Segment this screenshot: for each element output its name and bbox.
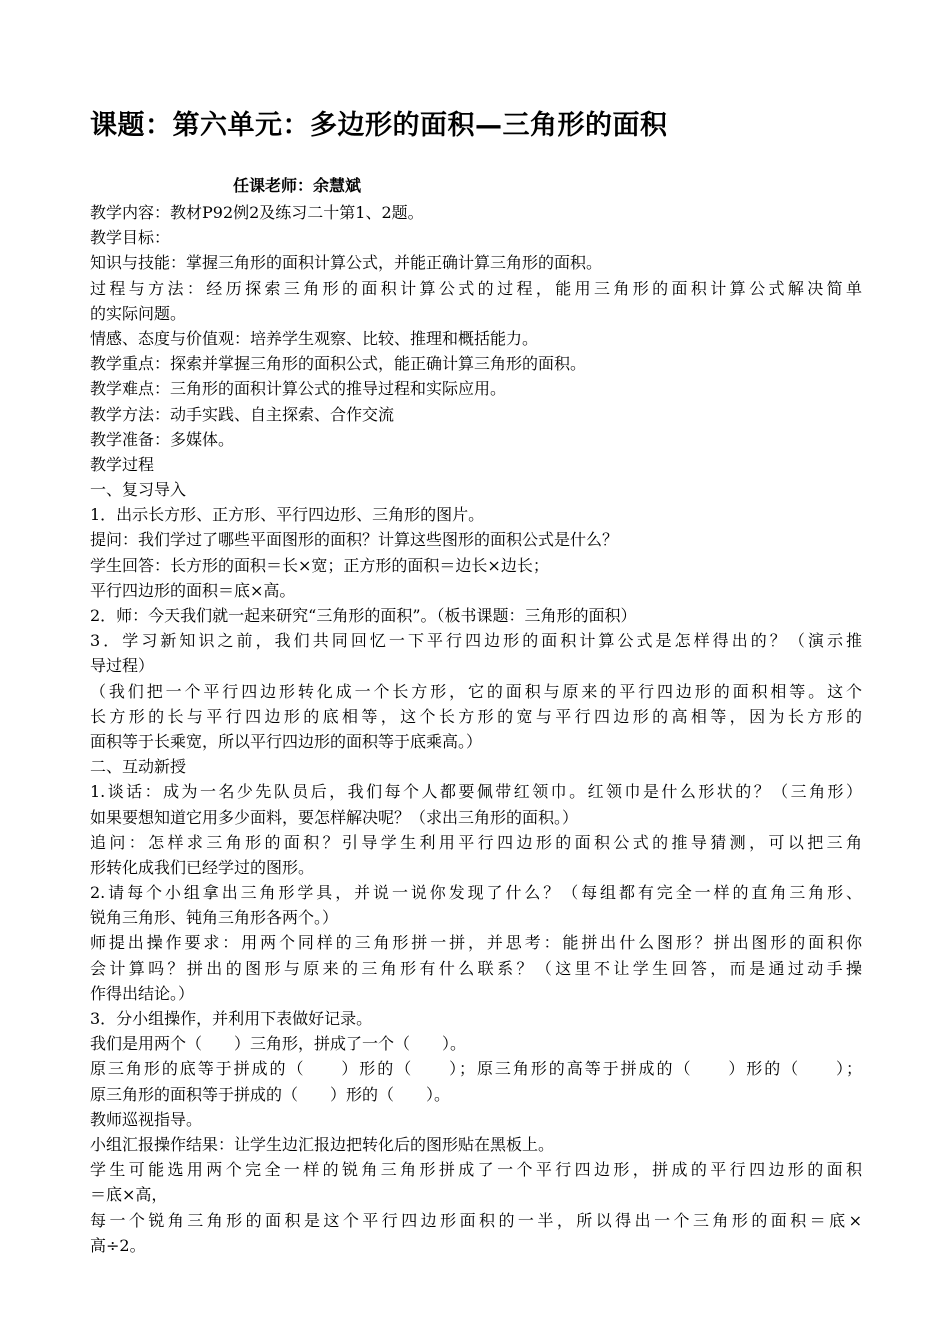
text-line: 如果要想知道它用多少面料，要怎样解决呢？（求出三角形的面积。） — [90, 807, 579, 827]
lesson-plan-body — [90, 200, 862, 1258]
text-line: 原三角形的底等于拼成的（ ）形的（ ）；原三角形的高等于拼成的（ ）形的（ ）； — [90, 1059, 862, 1079]
text-line: 学生回答：长方形的面积＝长×宽；正方形的面积＝边长×边长； — [90, 555, 549, 575]
text-line: 教师巡视指导。 — [90, 1109, 203, 1129]
text-line: 情感、态度与价值观：培养学生观察、比较、推理和概括能力。 — [90, 328, 539, 348]
text-line: 锐角三角形、钝角三角形各两个。） — [90, 908, 339, 928]
text-line: 教学准备：多媒体。 — [90, 429, 235, 449]
text-line: 高÷2。 — [90, 1235, 146, 1255]
text-line: 知识与技能：掌握三角形的面积计算公式，并能正确计算三角形的面积。 — [90, 253, 603, 273]
text-line: 导过程） — [90, 656, 155, 676]
text-line: 小组汇报操作结果：让学生边汇报边把转化后的图形贴在黑板上。 — [90, 1134, 555, 1154]
text-line: 作得出结论。） — [90, 983, 195, 1003]
teacher-name: 任课老师：余慧斌 — [233, 176, 362, 195]
text-line: 教学内容：教材P92例2及练习二十第1、2题。 — [90, 203, 424, 222]
text-line: ＝底×高， — [90, 1185, 168, 1205]
text-line: 2．师：今天我们就一起来研究“三角形的面积”。（板书课题：三角形的面积） — [90, 606, 637, 625]
text-line: 3．分小组操作，并利用下表做好记录。 — [90, 1009, 373, 1028]
text-line: 2.请每个小组拿出三角形学具，并说一说你发现了什么？（每组都有完全一样的直角三角形、 — [90, 883, 862, 903]
text-line: 教学难点：三角形的面积计算公式的推导过程和实际应用。 — [90, 379, 507, 399]
text-line: 的实际问题。 — [90, 303, 187, 323]
text-line: 1．出示长方形、正方形、平行四边形、三角形的图片。 — [90, 505, 485, 525]
text-line: 学生可能选用两个完全一样的锐角三角形拼成了一个平行四边形，拼成的平行四边形的面积 — [90, 1160, 862, 1180]
text-line: 提问：我们学过了哪些平面图形的面积？计算这些图形的面积公式是什么？ — [90, 530, 619, 550]
text-line: 面积等于长乘宽，所以平行四边形的面积等于底乘高。） — [90, 731, 483, 751]
text-line: 一、复习导入 — [90, 480, 187, 500]
text-line: 师提出操作要求：用两个同样的三角形拼一拼，并思考：能拼出什么图形？拼出图形的面积你 — [90, 933, 862, 953]
text-line: 1.谈话：成为一名少先队员后，我们每个人都要佩带红领巾。红领巾是什么形状的？（三角形） — [90, 782, 862, 802]
text-line: 每一个锐角三角形的面积是这个平行四边形面积的一半，所以得出一个三角形的面积＝底× — [90, 1210, 862, 1230]
text-line: 我们是用两个（ ）三角形，拼成了一个（ ）。 — [90, 1034, 467, 1054]
text-line: 过程与方法：经历探索三角形的面积计算公式的过程，能用三角形的面积计算公式解决简单 — [90, 278, 862, 298]
text-line: 追问：怎样求三角形的面积？引导学生利用平行四边形的面积公式的推导猜测，可以把三角 — [90, 832, 862, 852]
text-line: 二、互动新授 — [90, 757, 187, 777]
text-line: （我们把一个平行四边形转化成一个长方形，它的面积与原来的平行四边形的面积相等。这个 — [90, 681, 862, 701]
text-line: 教学目标： — [90, 228, 171, 248]
text-line: 教学方法：动手实践、自主探索、合作交流 — [90, 404, 395, 424]
text-line: 形转化成我们已经学过的图形。 — [90, 857, 315, 877]
page-title: 课题：第六单元：多边形的面积—三角形的面积 — [90, 110, 668, 141]
text-line: 教学重点：探索并掌握三角形的面积公式，能正确计算三角形的面积。 — [90, 354, 587, 374]
text-line: 原三角形的面积等于拼成的（ ）形的（ ）。 — [90, 1084, 451, 1104]
text-line: 教学过程 — [90, 454, 155, 474]
text-line: 3．学习新知识之前，我们共同回忆一下平行四边形的面积计算公式是怎样得出的？（演示推 — [90, 631, 862, 651]
text-line: 会计算吗？拼出的图形与原来的三角形有什么联系？（这里不让学生回答，而是通过动手操 — [90, 958, 862, 978]
text-line: 长方形的长与平行四边形的底相等，这个长方形的宽与平行四边形的高相等，因为长方形的 — [90, 706, 862, 726]
text-line: 平行四边形的面积＝底×高。 — [90, 580, 296, 600]
